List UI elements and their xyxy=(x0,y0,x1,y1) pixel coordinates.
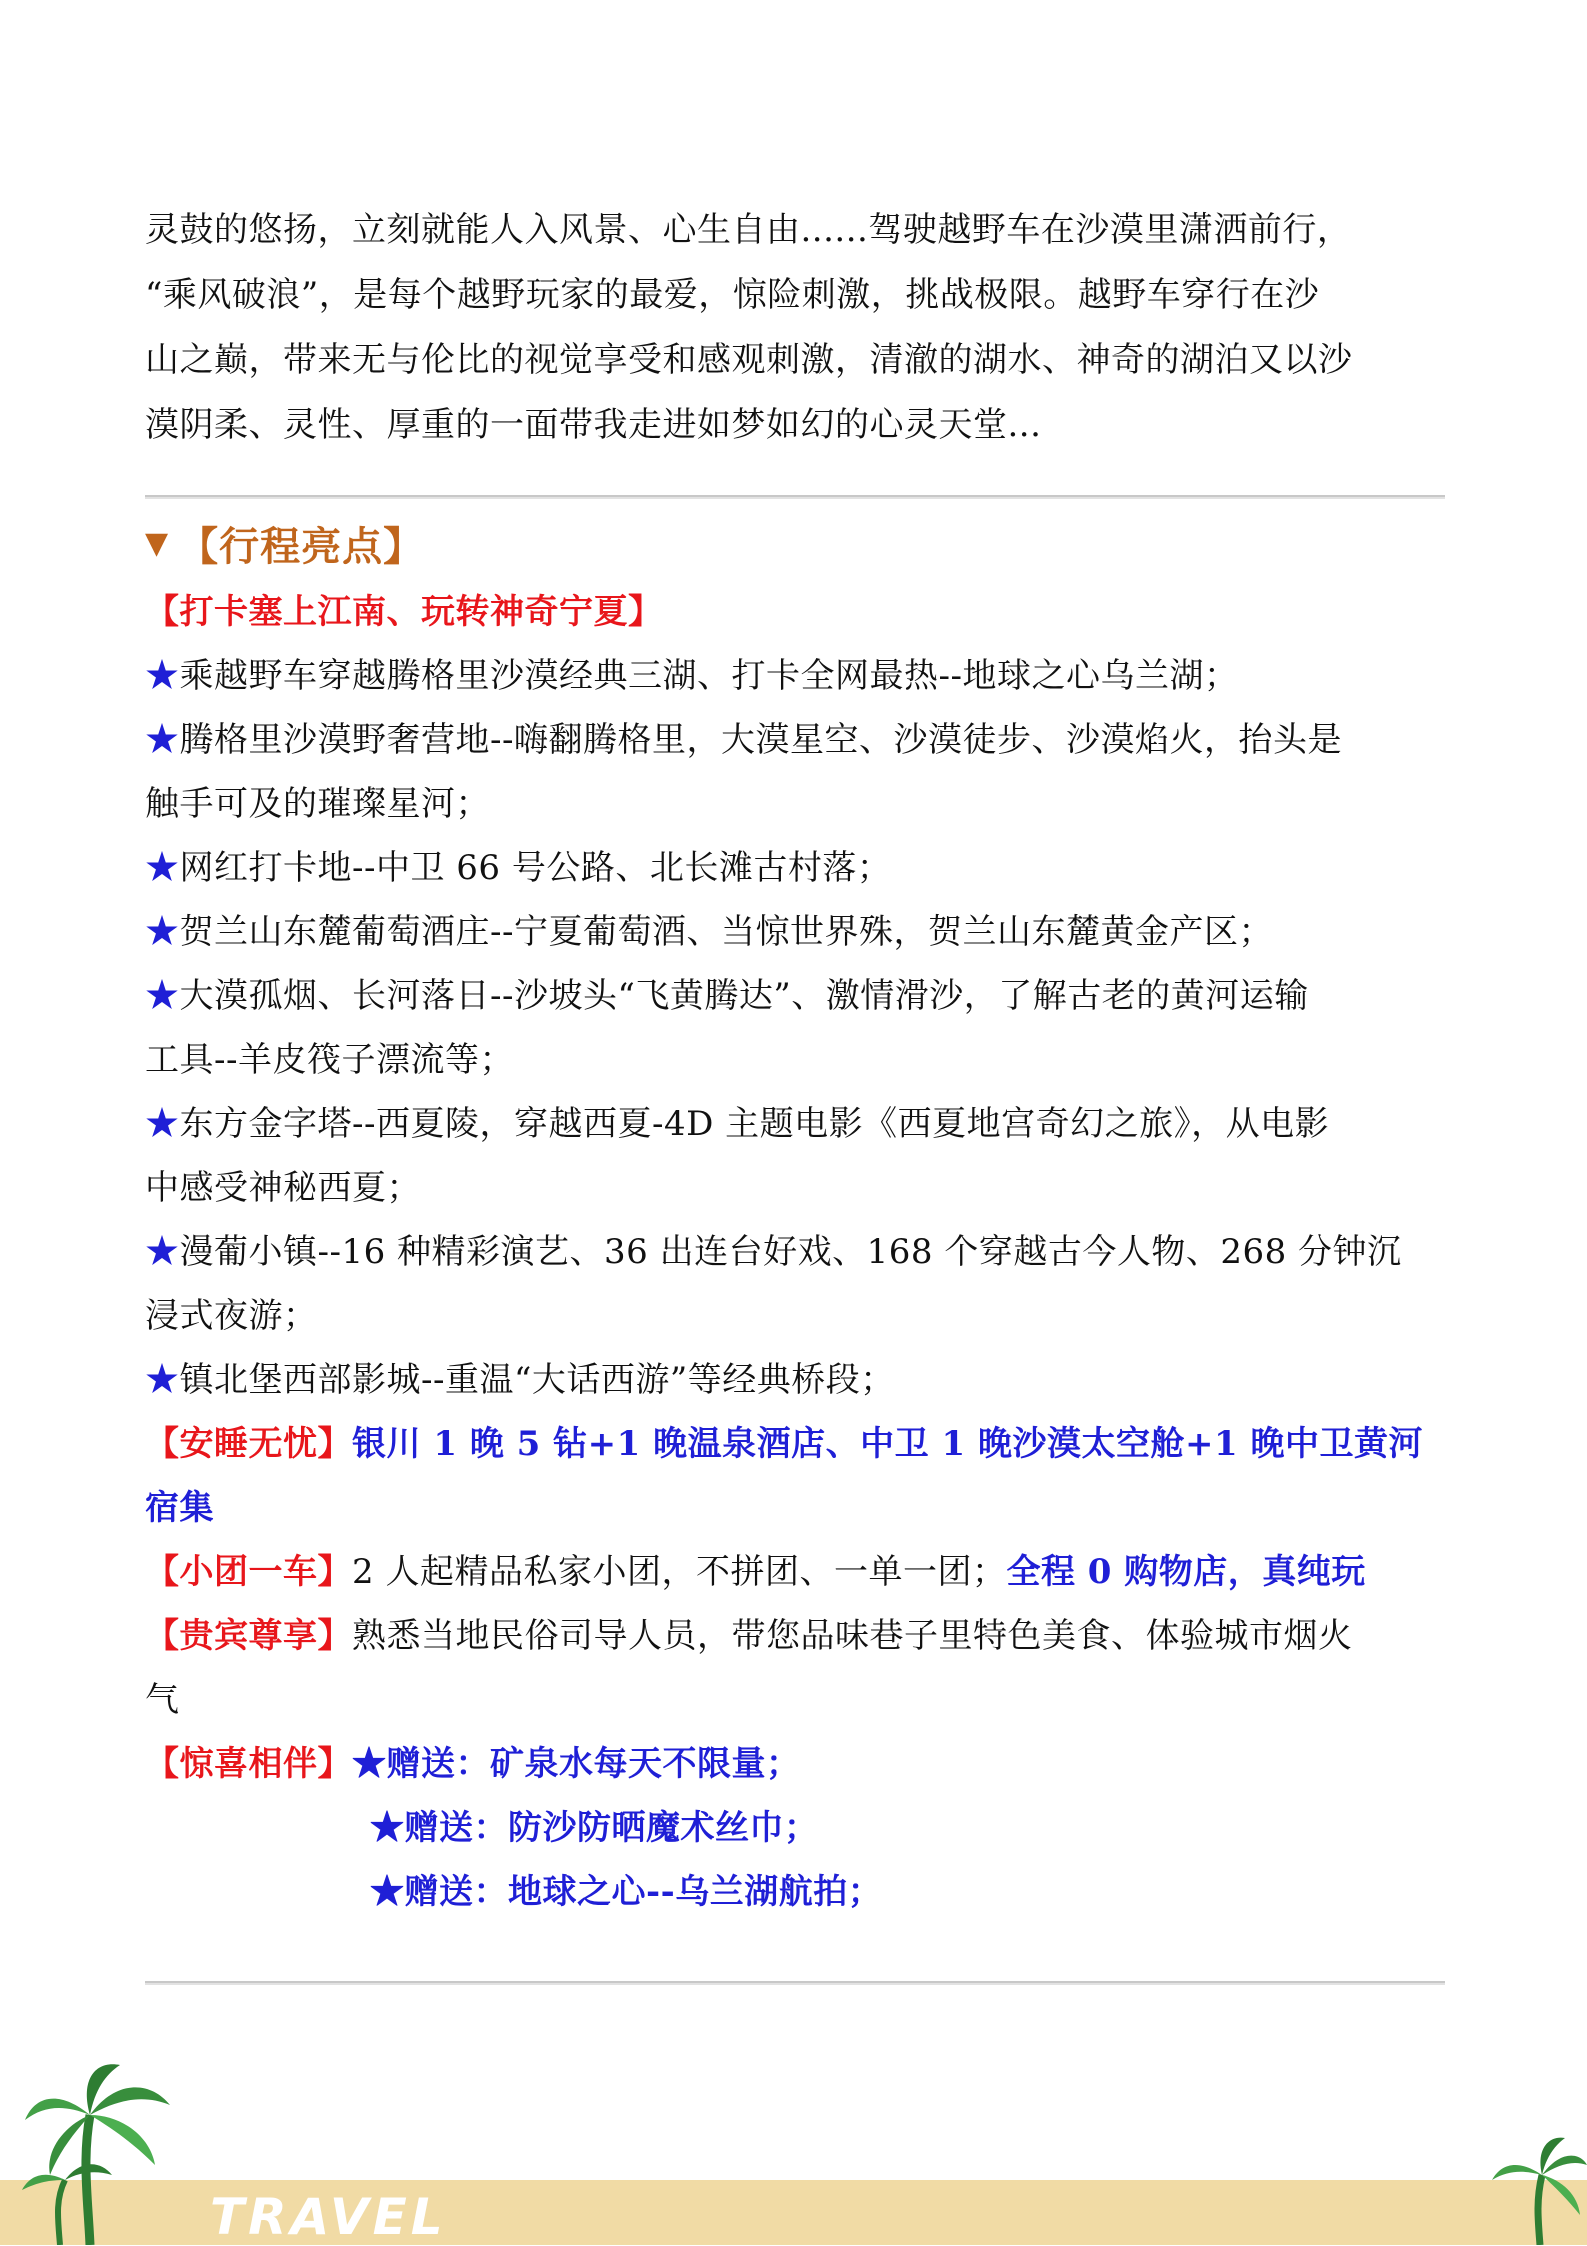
palm-tree-icon xyxy=(20,2060,190,2245)
gifts-label: 【惊喜相伴】 xyxy=(145,1744,352,1784)
star-icon: ★ xyxy=(145,656,180,696)
sleep-text: 银川 1 晚 5 钻+1 晚温泉酒店、中卫 1 晚沙漠太空舱+1 晚中卫黄河 xyxy=(352,1424,1423,1464)
vip-text: 熟悉当地民俗司导人员，带您品味巷子里特色美食、体验城市烟火 xyxy=(352,1616,1353,1656)
section-title: 【行程亮点】 xyxy=(178,523,425,570)
gifts-row xyxy=(145,1732,1445,1796)
highlights-list xyxy=(145,580,1445,1924)
triangle-down-icon: ▼ xyxy=(145,526,169,561)
list-item-continued: 触手可及的璀璨星河； xyxy=(145,784,490,824)
list-item-continued: 中感受神秘西夏； xyxy=(145,1168,421,1208)
highlights-subtitle: 【打卡塞上江南、玩转神奇宁夏】 xyxy=(145,592,663,632)
star-icon: ★ xyxy=(145,1104,180,1144)
intro-line: 灵鼓的悠扬，立刻就能人入风景、心生自由......驾驶越野车在沙漠里潇洒前行， xyxy=(145,210,1352,250)
list-item: ★大漠孤烟、长河落日--沙坡头“飞黄腾达”、激情滑沙，了解古老的黄河运输 xyxy=(145,976,1309,1016)
list-item: ★漫葡小镇--16 种精彩演艺、36 出连台好戏、168 个穿越古今人物、268 分钟沉 xyxy=(145,1232,1402,1272)
palm-tree-icon xyxy=(1490,2130,1587,2245)
intro-line: 漠阴柔、灵性、厚重的一面带我走进如梦如幻的心灵天堂... xyxy=(145,405,1042,445)
group-text: 2 人起精品私家小团，不拼团、一单一团； xyxy=(352,1552,1007,1592)
section-heading xyxy=(145,515,424,572)
vip-row xyxy=(145,1604,1445,1668)
intro-line: “乘风破浪”，是每个越野玩家的最爱，惊险刺激，挑战极限。越野车穿行在沙 xyxy=(145,275,1320,315)
divider xyxy=(145,495,1445,499)
star-icon: ★ xyxy=(145,1232,180,1272)
sleep-label: 【安睡无忧】 xyxy=(145,1424,352,1464)
list-item-continued: 浸式夜游； xyxy=(145,1296,318,1336)
list-item: ★贺兰山东麓葡萄酒庄--宁夏葡萄酒、当惊世界殊，贺兰山东麓黄金产区； xyxy=(145,912,1273,952)
list-item: ★腾格里沙漠野奢营地--嗨翻腾格里，大漠星空、沙漠徒步、沙漠焰火，抬头是 xyxy=(145,720,1342,760)
divider xyxy=(145,1981,1445,1985)
list-item: ★东方金字塔--西夏陵，穿越西夏-4D 主题电影《西夏地宫奇幻之旅》，从电影 xyxy=(145,1104,1330,1144)
travel-brand: TRAVEL xyxy=(210,2188,447,2246)
list-item: ★乘越野车穿越腾格里沙漠经典三湖、打卡全网最热--地球之心乌兰湖； xyxy=(145,656,1239,696)
gift-item: ★赠送：防沙防晒魔术丝巾； xyxy=(370,1808,819,1848)
star-icon: ★ xyxy=(145,976,180,1016)
gift-item: ★赠送：地球之心--乌兰湖航拍； xyxy=(370,1872,883,1912)
star-icon: ★ xyxy=(145,1360,180,1400)
vip-label: 【贵宾尊享】 xyxy=(145,1616,352,1656)
gift-item: ★赠送：矿泉水每天不限量； xyxy=(352,1744,801,1784)
list-item: ★镇北堡西部影城--重温“大话西游”等经典桥段； xyxy=(145,1360,895,1400)
list-item: ★网红打卡地--中卫 66 号公路、北长滩古村落； xyxy=(145,848,892,888)
intro-line: 山之巅，带来无与伦比的视觉享受和感观刺激，清澈的湖水、神奇的湖泊又以沙 xyxy=(145,340,1353,380)
star-icon: ★ xyxy=(145,912,180,952)
list-item-continued: 工具--羊皮筏子漂流等； xyxy=(145,1040,514,1080)
sleep-text-continued: 宿集 xyxy=(145,1488,214,1528)
star-icon: ★ xyxy=(145,848,180,888)
intro-paragraph xyxy=(145,198,1445,458)
vip-text-continued: 气 xyxy=(145,1680,180,1720)
group-row xyxy=(145,1540,1445,1604)
group-label: 【小团一车】 xyxy=(145,1552,352,1592)
star-icon: ★ xyxy=(145,720,180,760)
group-emphasis: 全程 0 购物店，真纯玩 xyxy=(1006,1552,1366,1592)
sleep-row xyxy=(145,1412,1445,1476)
